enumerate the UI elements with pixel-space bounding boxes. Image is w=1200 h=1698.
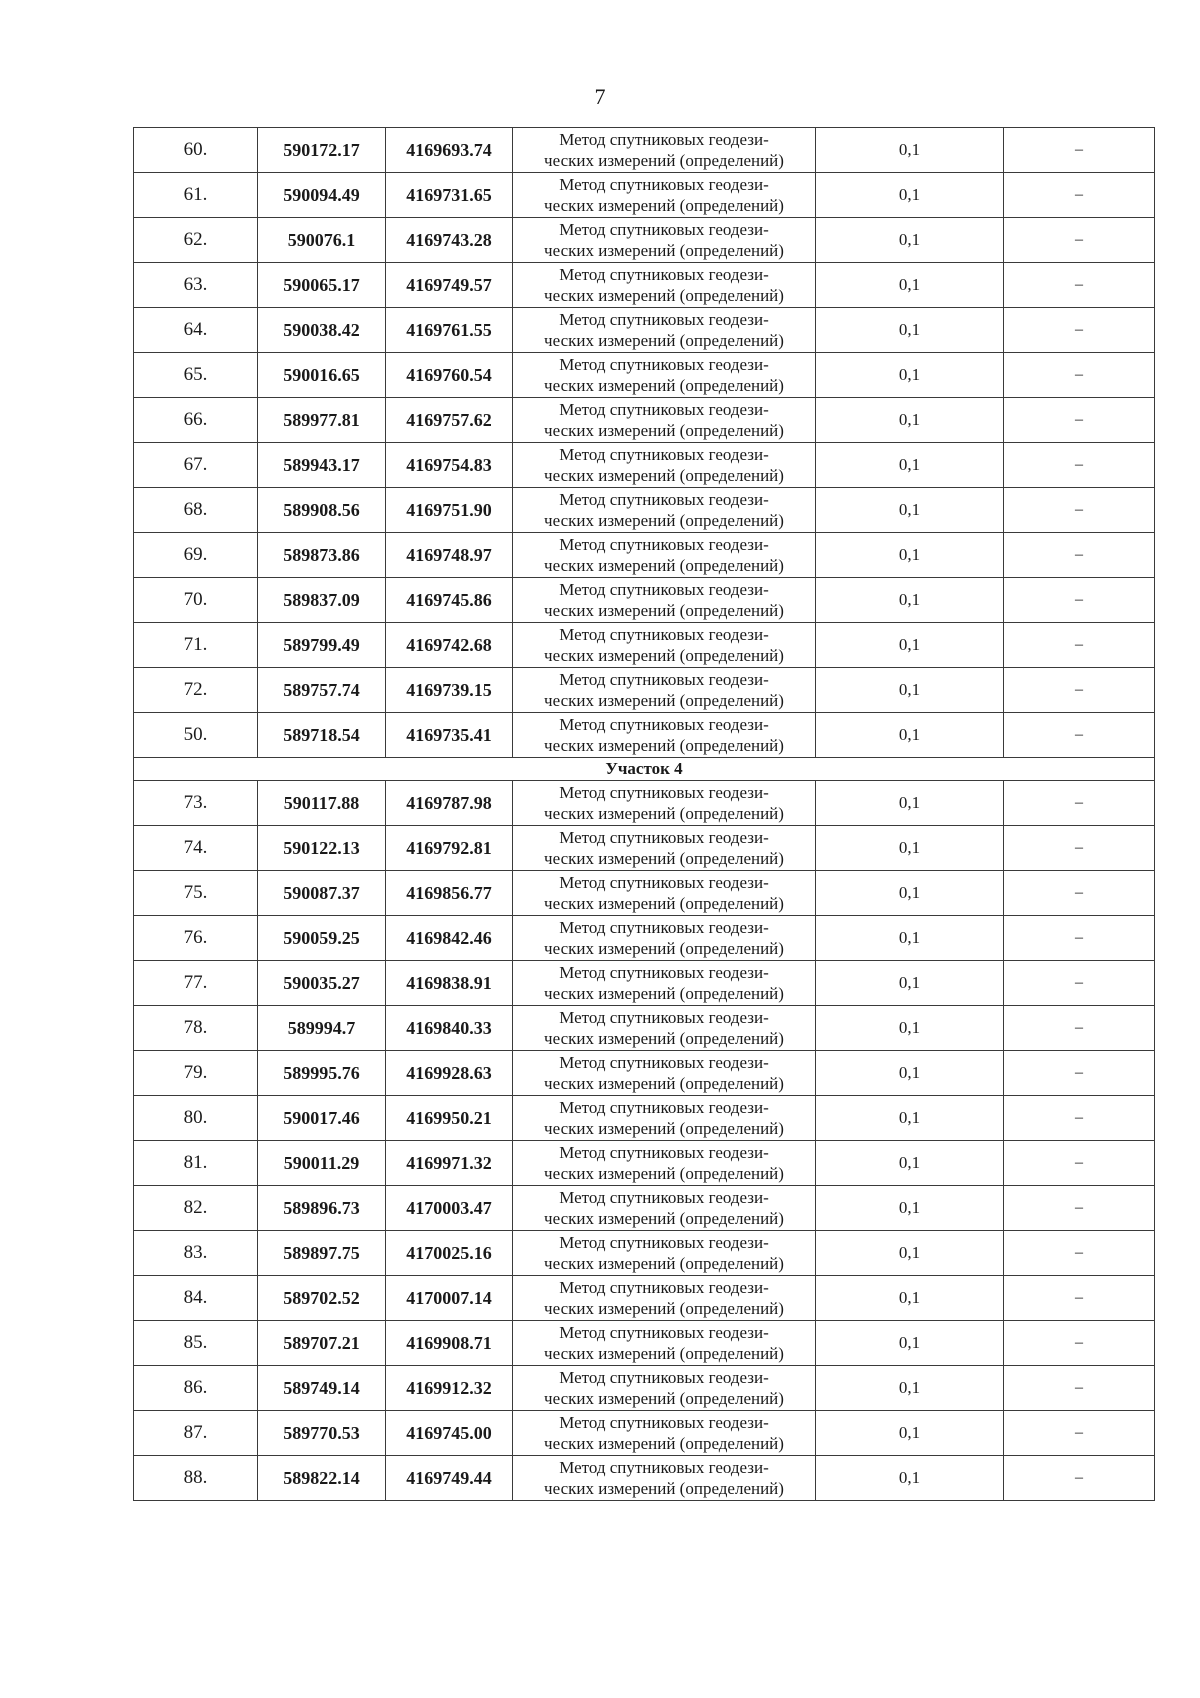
accuracy-value: 0,1: [816, 961, 1004, 1006]
method-line-2: ческих измерений (определений): [544, 1479, 784, 1498]
method-line-2: ческих измерений (определений): [544, 511, 784, 530]
method-line-1: Метод спутниковых геодези-: [559, 580, 769, 599]
empty-value-dash: –: [1004, 1096, 1155, 1141]
method-line-2: ческих измерений (определений): [544, 151, 784, 170]
method-cell: [513, 961, 816, 1006]
method-line-2: ческих измерений (определений): [544, 286, 784, 305]
method-cell: [513, 218, 816, 263]
point-number: 83.: [134, 1231, 258, 1276]
method-cell: [513, 263, 816, 308]
point-number: 67.: [134, 443, 258, 488]
accuracy-value: 0,1: [816, 871, 1004, 916]
method-cell: [513, 1186, 816, 1231]
method-cell: [513, 826, 816, 871]
method-cell: [513, 713, 816, 758]
method-line-1: Метод спутниковых геодези-: [559, 1053, 769, 1072]
empty-value-dash: –: [1004, 781, 1155, 826]
accuracy-value: 0,1: [816, 1096, 1004, 1141]
coordinate-y: 4169745.00: [386, 1411, 513, 1456]
accuracy-value: 0,1: [816, 1411, 1004, 1456]
method-line-1: Метод спутниковых геодези-: [559, 445, 769, 464]
point-number: 79.: [134, 1051, 258, 1096]
coordinate-x: 590172.17: [258, 128, 386, 173]
empty-value-dash: –: [1004, 1141, 1155, 1186]
coordinate-x: 589822.14: [258, 1456, 386, 1501]
method-line-2: ческих измерений (определений): [544, 804, 784, 823]
table-row: [134, 398, 1155, 443]
point-number: 75.: [134, 871, 258, 916]
method-cell: [513, 916, 816, 961]
coordinate-x: 589799.49: [258, 623, 386, 668]
empty-value-dash: –: [1004, 218, 1155, 263]
empty-value-dash: –: [1004, 1276, 1155, 1321]
coordinate-y: 4169908.71: [386, 1321, 513, 1366]
method-line-2: ческих измерений (определений): [544, 601, 784, 620]
method-line-2: ческих измерений (определений): [544, 1029, 784, 1048]
method-cell: [513, 1096, 816, 1141]
table-row: [134, 961, 1155, 1006]
point-number: 70.: [134, 578, 258, 623]
accuracy-value: 0,1: [816, 668, 1004, 713]
method-line-1: Метод спутниковых геодези-: [559, 355, 769, 374]
coordinate-x: 589995.76: [258, 1051, 386, 1096]
table-row: [134, 488, 1155, 533]
accuracy-value: 0,1: [816, 1186, 1004, 1231]
method-cell: [513, 1006, 816, 1051]
table-row: [134, 173, 1155, 218]
coordinate-y: 4169792.81: [386, 826, 513, 871]
coordinate-x: 590035.27: [258, 961, 386, 1006]
point-number: 68.: [134, 488, 258, 533]
empty-value-dash: –: [1004, 623, 1155, 668]
method-line-2: ческих измерений (определений): [544, 1254, 784, 1273]
empty-value-dash: –: [1004, 1366, 1155, 1411]
coordinate-x: 590087.37: [258, 871, 386, 916]
coordinate-y: 4170025.16: [386, 1231, 513, 1276]
coordinate-y: 4169739.15: [386, 668, 513, 713]
coordinate-y: 4170003.47: [386, 1186, 513, 1231]
method-cell: [513, 1141, 816, 1186]
coordinate-y: 4169693.74: [386, 128, 513, 173]
method-line-2: ческих измерений (определений): [544, 196, 784, 215]
point-number: 73.: [134, 781, 258, 826]
table-row: [134, 1141, 1155, 1186]
coordinate-x: 589837.09: [258, 578, 386, 623]
table-row: [134, 1051, 1155, 1096]
method-line-2: ческих измерений (определений): [544, 939, 784, 958]
method-line-1: Метод спутниковых геодези-: [559, 130, 769, 149]
empty-value-dash: –: [1004, 533, 1155, 578]
empty-value-dash: –: [1004, 1006, 1155, 1051]
point-number: 74.: [134, 826, 258, 871]
method-line-1: Метод спутниковых геодези-: [559, 220, 769, 239]
table-row: [134, 218, 1155, 263]
empty-value-dash: –: [1004, 488, 1155, 533]
method-line-2: ческих измерений (определений): [544, 984, 784, 1003]
coordinate-y: 4169838.91: [386, 961, 513, 1006]
method-line-1: Метод спутниковых геодези-: [559, 963, 769, 982]
method-cell: [513, 781, 816, 826]
point-number: 77.: [134, 961, 258, 1006]
method-cell: [513, 1411, 816, 1456]
method-line-1: Метод спутниковых геодези-: [559, 1233, 769, 1252]
method-line-2: ческих измерений (определений): [544, 1299, 784, 1318]
method-line-2: ческих измерений (определений): [544, 894, 784, 913]
point-number: 61.: [134, 173, 258, 218]
table-row: [134, 1231, 1155, 1276]
coordinate-y: 4169735.41: [386, 713, 513, 758]
point-number: 87.: [134, 1411, 258, 1456]
table-row: [134, 1186, 1155, 1231]
method-line-1: Метод спутниковых геодези-: [559, 1323, 769, 1342]
method-line-1: Метод спутниковых геодези-: [559, 1413, 769, 1432]
coordinate-x: 590076.1: [258, 218, 386, 263]
coordinate-x: 590059.25: [258, 916, 386, 961]
coordinate-x: 590117.88: [258, 781, 386, 826]
method-line-2: ческих измерений (определений): [544, 691, 784, 710]
coordinate-x: 590094.49: [258, 173, 386, 218]
method-line-1: Метод спутниковых геодези-: [559, 400, 769, 419]
table-row: [134, 443, 1155, 488]
page-number: 7: [594, 84, 606, 109]
method-line-1: Метод спутниковых геодези-: [559, 175, 769, 194]
coordinate-y: 4169842.46: [386, 916, 513, 961]
method-line-1: Метод спутниковых геодези-: [559, 535, 769, 554]
method-line-2: ческих измерений (определений): [544, 421, 784, 440]
method-line-1: Метод спутниковых геодези-: [559, 265, 769, 284]
point-number: 85.: [134, 1321, 258, 1366]
point-number: 78.: [134, 1006, 258, 1051]
empty-value-dash: –: [1004, 713, 1155, 758]
coordinate-y: 4169787.98: [386, 781, 513, 826]
coordinate-x: 589908.56: [258, 488, 386, 533]
table-row: [134, 1456, 1155, 1501]
empty-value-dash: –: [1004, 578, 1155, 623]
method-line-2: ческих измерений (определений): [544, 1164, 784, 1183]
table-row: [134, 1006, 1155, 1051]
coordinate-x: 589702.52: [258, 1276, 386, 1321]
empty-value-dash: –: [1004, 871, 1155, 916]
table-row: [134, 353, 1155, 398]
method-line-1: Метод спутниковых геодези-: [559, 1278, 769, 1297]
point-number: 66.: [134, 398, 258, 443]
coordinate-x: 589707.21: [258, 1321, 386, 1366]
accuracy-value: 0,1: [816, 533, 1004, 578]
point-number: 71.: [134, 623, 258, 668]
accuracy-value: 0,1: [816, 308, 1004, 353]
method-cell: [513, 443, 816, 488]
table-row: [134, 1321, 1155, 1366]
method-cell: [513, 308, 816, 353]
coordinate-y: 4169971.32: [386, 1141, 513, 1186]
method-line-1: Метод спутниковых геодези-: [559, 625, 769, 644]
point-number: 82.: [134, 1186, 258, 1231]
accuracy-value: 0,1: [816, 916, 1004, 961]
accuracy-value: 0,1: [816, 1231, 1004, 1276]
coordinate-y: 4169743.28: [386, 218, 513, 263]
empty-value-dash: –: [1004, 1231, 1155, 1276]
method-cell: [513, 173, 816, 218]
method-cell: [513, 1276, 816, 1321]
coordinate-x: 590122.13: [258, 826, 386, 871]
table-row: [134, 1276, 1155, 1321]
accuracy-value: 0,1: [816, 713, 1004, 758]
coordinates-table-body: [134, 128, 1155, 1501]
accuracy-value: 0,1: [816, 623, 1004, 668]
method-cell: [513, 353, 816, 398]
accuracy-value: 0,1: [816, 1321, 1004, 1366]
accuracy-value: 0,1: [816, 443, 1004, 488]
method-line-1: Метод спутниковых геодези-: [559, 783, 769, 802]
empty-value-dash: –: [1004, 128, 1155, 173]
method-line-2: ческих измерений (определений): [544, 849, 784, 868]
point-number: 65.: [134, 353, 258, 398]
point-number: 80.: [134, 1096, 258, 1141]
point-number: 60.: [134, 128, 258, 173]
empty-value-dash: –: [1004, 826, 1155, 871]
method-line-1: Метод спутниковых геодези-: [559, 1368, 769, 1387]
method-line-1: Метод спутниковых геодези-: [559, 310, 769, 329]
accuracy-value: 0,1: [816, 1366, 1004, 1411]
method-line-1: Метод спутниковых геодези-: [559, 1098, 769, 1117]
accuracy-value: 0,1: [816, 218, 1004, 263]
table-row: [134, 263, 1155, 308]
method-line-2: ческих измерений (определений): [544, 241, 784, 260]
table-row: [134, 781, 1155, 826]
coordinate-x: 589896.73: [258, 1186, 386, 1231]
method-cell: [513, 578, 816, 623]
empty-value-dash: –: [1004, 308, 1155, 353]
method-line-2: ческих измерений (определений): [544, 646, 784, 665]
coordinate-y: 4170007.14: [386, 1276, 513, 1321]
point-number: 84.: [134, 1276, 258, 1321]
method-cell: [513, 1321, 816, 1366]
point-number: 50.: [134, 713, 258, 758]
empty-value-dash: –: [1004, 961, 1155, 1006]
table-row: [134, 128, 1155, 173]
coordinate-y: 4169749.57: [386, 263, 513, 308]
accuracy-value: 0,1: [816, 398, 1004, 443]
accuracy-value: 0,1: [816, 1276, 1004, 1321]
accuracy-value: 0,1: [816, 578, 1004, 623]
empty-value-dash: –: [1004, 1411, 1155, 1456]
point-number: 81.: [134, 1141, 258, 1186]
table-row: [134, 1366, 1155, 1411]
point-number: 64.: [134, 308, 258, 353]
method-line-2: ческих измерений (определений): [544, 1434, 784, 1453]
coordinate-x: 589897.75: [258, 1231, 386, 1276]
coordinate-x: 589749.14: [258, 1366, 386, 1411]
method-cell: [513, 1051, 816, 1096]
empty-value-dash: –: [1004, 443, 1155, 488]
coordinate-y: 4169928.63: [386, 1051, 513, 1096]
accuracy-value: 0,1: [816, 173, 1004, 218]
method-cell: [513, 668, 816, 713]
table-row: [134, 308, 1155, 353]
method-line-2: ческих измерений (определений): [544, 331, 784, 350]
method-line-1: Метод спутниковых геодези-: [559, 715, 769, 734]
coordinate-x: 589757.74: [258, 668, 386, 713]
table-row: [134, 713, 1155, 758]
method-cell: [513, 398, 816, 443]
point-number: 63.: [134, 263, 258, 308]
point-number: 88.: [134, 1456, 258, 1501]
method-line-2: ческих измерений (определений): [544, 1074, 784, 1093]
section-title: Участок 4: [134, 758, 1155, 781]
method-cell: [513, 1366, 816, 1411]
point-number: 72.: [134, 668, 258, 713]
coordinate-y: 4169749.44: [386, 1456, 513, 1501]
coordinate-y: 4169757.62: [386, 398, 513, 443]
coordinate-x: 590017.46: [258, 1096, 386, 1141]
empty-value-dash: –: [1004, 353, 1155, 398]
method-line-1: Метод спутниковых геодези-: [559, 1458, 769, 1477]
method-cell: [513, 488, 816, 533]
coordinate-x: 589770.53: [258, 1411, 386, 1456]
point-number: 86.: [134, 1366, 258, 1411]
coordinate-x: 590011.29: [258, 1141, 386, 1186]
coordinate-y: 4169742.68: [386, 623, 513, 668]
coordinate-y: 4169950.21: [386, 1096, 513, 1141]
empty-value-dash: –: [1004, 1186, 1155, 1231]
accuracy-value: 0,1: [816, 1051, 1004, 1096]
method-cell: [513, 1456, 816, 1501]
accuracy-value: 0,1: [816, 1006, 1004, 1051]
accuracy-value: 0,1: [816, 263, 1004, 308]
coordinate-x: 589873.86: [258, 533, 386, 578]
coordinate-y: 4169748.97: [386, 533, 513, 578]
coordinate-x: 589994.7: [258, 1006, 386, 1051]
accuracy-value: 0,1: [816, 1456, 1004, 1501]
table-row: [134, 533, 1155, 578]
coordinate-x: 590038.42: [258, 308, 386, 353]
coordinate-x: 589977.81: [258, 398, 386, 443]
coordinate-y: 4169751.90: [386, 488, 513, 533]
method-line-1: Метод спутниковых геодези-: [559, 490, 769, 509]
method-line-2: ческих измерений (определений): [544, 1209, 784, 1228]
method-line-1: Метод спутниковых геодези-: [559, 828, 769, 847]
empty-value-dash: –: [1004, 398, 1155, 443]
accuracy-value: 0,1: [816, 353, 1004, 398]
coordinate-y: 4169731.65: [386, 173, 513, 218]
empty-value-dash: –: [1004, 1321, 1155, 1366]
method-line-2: ческих измерений (определений): [544, 1389, 784, 1408]
empty-value-dash: –: [1004, 173, 1155, 218]
table-row: [134, 871, 1155, 916]
coordinate-y: 4169856.77: [386, 871, 513, 916]
accuracy-value: 0,1: [816, 1141, 1004, 1186]
method-line-1: Метод спутниковых геодези-: [559, 670, 769, 689]
method-cell: [513, 533, 816, 578]
coordinate-x: 590065.17: [258, 263, 386, 308]
accuracy-value: 0,1: [816, 826, 1004, 871]
table-row: [134, 623, 1155, 668]
coordinate-y: 4169760.54: [386, 353, 513, 398]
method-cell: [513, 1231, 816, 1276]
method-line-2: ческих измерений (определений): [544, 1119, 784, 1138]
method-line-2: ческих измерений (определений): [544, 1344, 784, 1363]
empty-value-dash: –: [1004, 1456, 1155, 1501]
empty-value-dash: –: [1004, 263, 1155, 308]
accuracy-value: 0,1: [816, 488, 1004, 533]
table-row: [134, 668, 1155, 713]
coordinate-y: 4169761.55: [386, 308, 513, 353]
empty-value-dash: –: [1004, 668, 1155, 713]
method-cell: [513, 128, 816, 173]
coordinate-y: 4169912.32: [386, 1366, 513, 1411]
point-number: 76.: [134, 916, 258, 961]
method-line-1: Метод спутниковых геодези-: [559, 918, 769, 937]
point-number: 62.: [134, 218, 258, 263]
method-line-2: ческих измерений (определений): [544, 376, 784, 395]
empty-value-dash: –: [1004, 916, 1155, 961]
method-line-1: Метод спутниковых геодези-: [559, 1143, 769, 1162]
coordinate-y: 4169754.83: [386, 443, 513, 488]
method-cell: [513, 623, 816, 668]
coordinate-x: 589718.54: [258, 713, 386, 758]
coordinate-x: 589943.17: [258, 443, 386, 488]
table-row: [134, 1096, 1155, 1141]
method-line-2: ческих измерений (определений): [544, 466, 784, 485]
table-row: [134, 1411, 1155, 1456]
method-line-2: ческих измерений (определений): [544, 556, 784, 575]
coordinate-y: 4169745.86: [386, 578, 513, 623]
method-cell: [513, 871, 816, 916]
coordinate-y: 4169840.33: [386, 1006, 513, 1051]
accuracy-value: 0,1: [816, 781, 1004, 826]
section-row: [134, 758, 1155, 781]
accuracy-value: 0,1: [816, 128, 1004, 173]
method-line-1: Метод спутниковых геодези-: [559, 1188, 769, 1207]
method-line-1: Метод спутниковых геодези-: [559, 1008, 769, 1027]
method-line-1: Метод спутниковых геодези-: [559, 873, 769, 892]
method-line-2: ческих измерений (определений): [544, 736, 784, 755]
table-row: [134, 916, 1155, 961]
point-number: 69.: [134, 533, 258, 578]
coordinates-table: [133, 127, 1155, 1501]
empty-value-dash: –: [1004, 1051, 1155, 1096]
table-row: [134, 578, 1155, 623]
table-row: [134, 826, 1155, 871]
coordinate-x: 590016.65: [258, 353, 386, 398]
